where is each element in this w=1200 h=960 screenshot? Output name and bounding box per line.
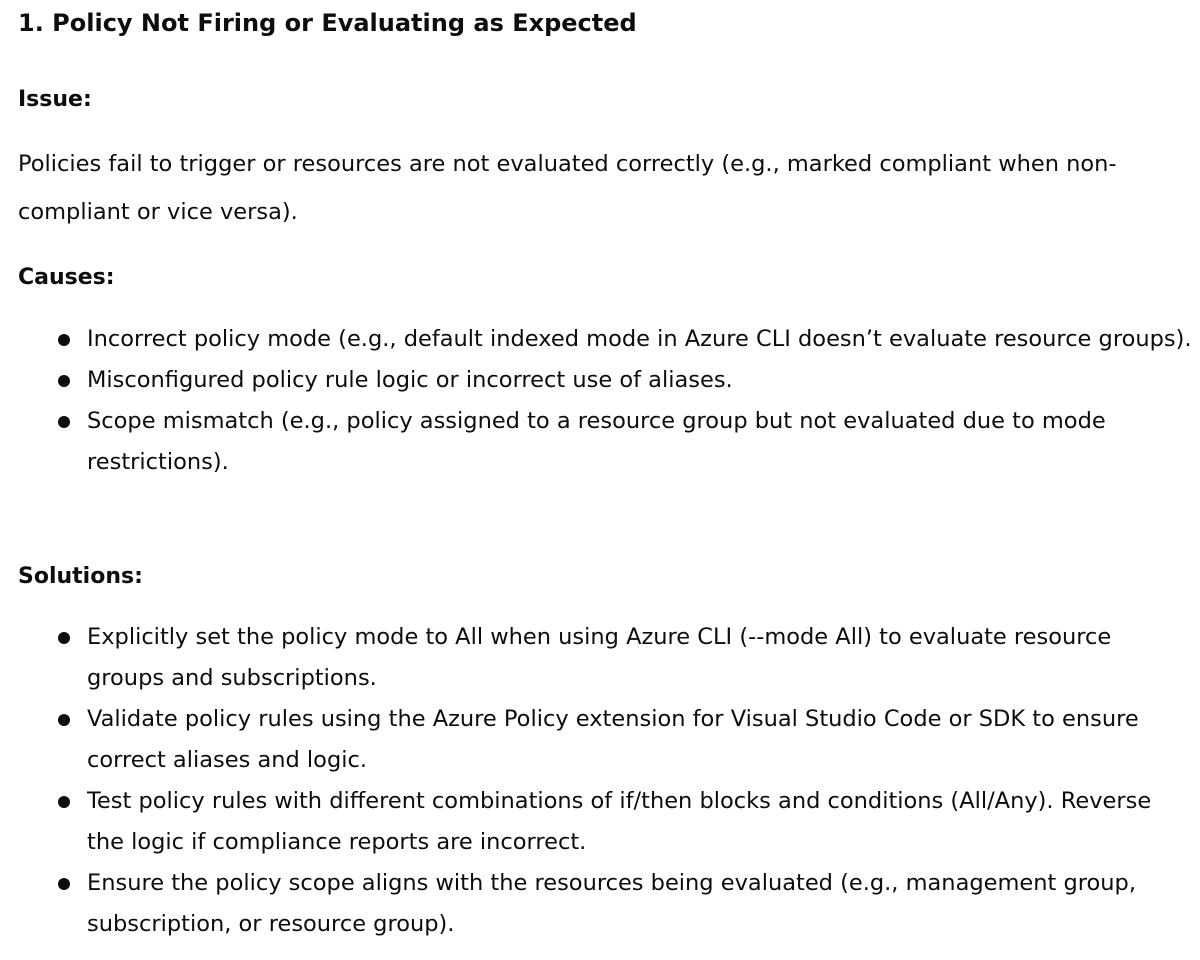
list-item-text: Ensure the policy scope aligns with the resources being evaluated (e.g., management group, subscription, or resource group).	[87, 870, 1136, 937]
causes-label: Causes:	[18, 265, 115, 290]
bullet-icon	[58, 334, 70, 346]
solutions-label: Solutions:	[18, 564, 143, 589]
bullet-icon	[58, 796, 70, 808]
list-item-text: Validate policy rules using the Azure Policy extension for Visual Studio Code or SDK to ensure correct aliases and logic.	[87, 706, 1139, 773]
list-item-text: Incorrect policy mode (e.g., default indexed mode in Azure CLI doesn’t evaluate resource groups).	[87, 326, 1192, 352]
bullet-icon	[58, 878, 70, 890]
bullet-icon	[58, 416, 70, 428]
list-item-text: Misconfigured policy rule logic or incorrect use of aliases.	[87, 367, 733, 393]
solutions-list	[18, 617, 1194, 945]
list-item	[18, 319, 1194, 360]
list-item	[18, 360, 1194, 401]
issue-description: Policies fail to trigger or resources are not evaluated correctly (e.g., marked compliant when non-compliant or vice versa).	[18, 151, 1117, 225]
section-heading: 1. Policy Not Firing or Evaluating as Expected	[18, 9, 637, 37]
bullet-icon	[58, 714, 70, 726]
list-item	[18, 401, 1194, 483]
issue-label: Issue:	[18, 87, 92, 112]
list-item-text: Explicitly set the policy mode to All when using Azure CLI (--mode All) to evaluate resource groups and subscriptions.	[87, 624, 1112, 691]
list-item	[18, 699, 1194, 781]
list-item	[18, 617, 1194, 699]
list-item-text: Test policy rules with different combinations of if/then blocks and conditions (All/Any). Reverse the logic if compliance reports are incorrect.	[87, 788, 1152, 855]
list-item-text: Scope mismatch (e.g., policy assigned to a resource group but not evaluated due to mode restrictions).	[87, 408, 1106, 475]
causes-list	[18, 319, 1194, 483]
list-item	[18, 781, 1194, 863]
bullet-icon	[58, 632, 70, 644]
list-item	[18, 863, 1194, 945]
bullet-icon	[58, 375, 70, 387]
